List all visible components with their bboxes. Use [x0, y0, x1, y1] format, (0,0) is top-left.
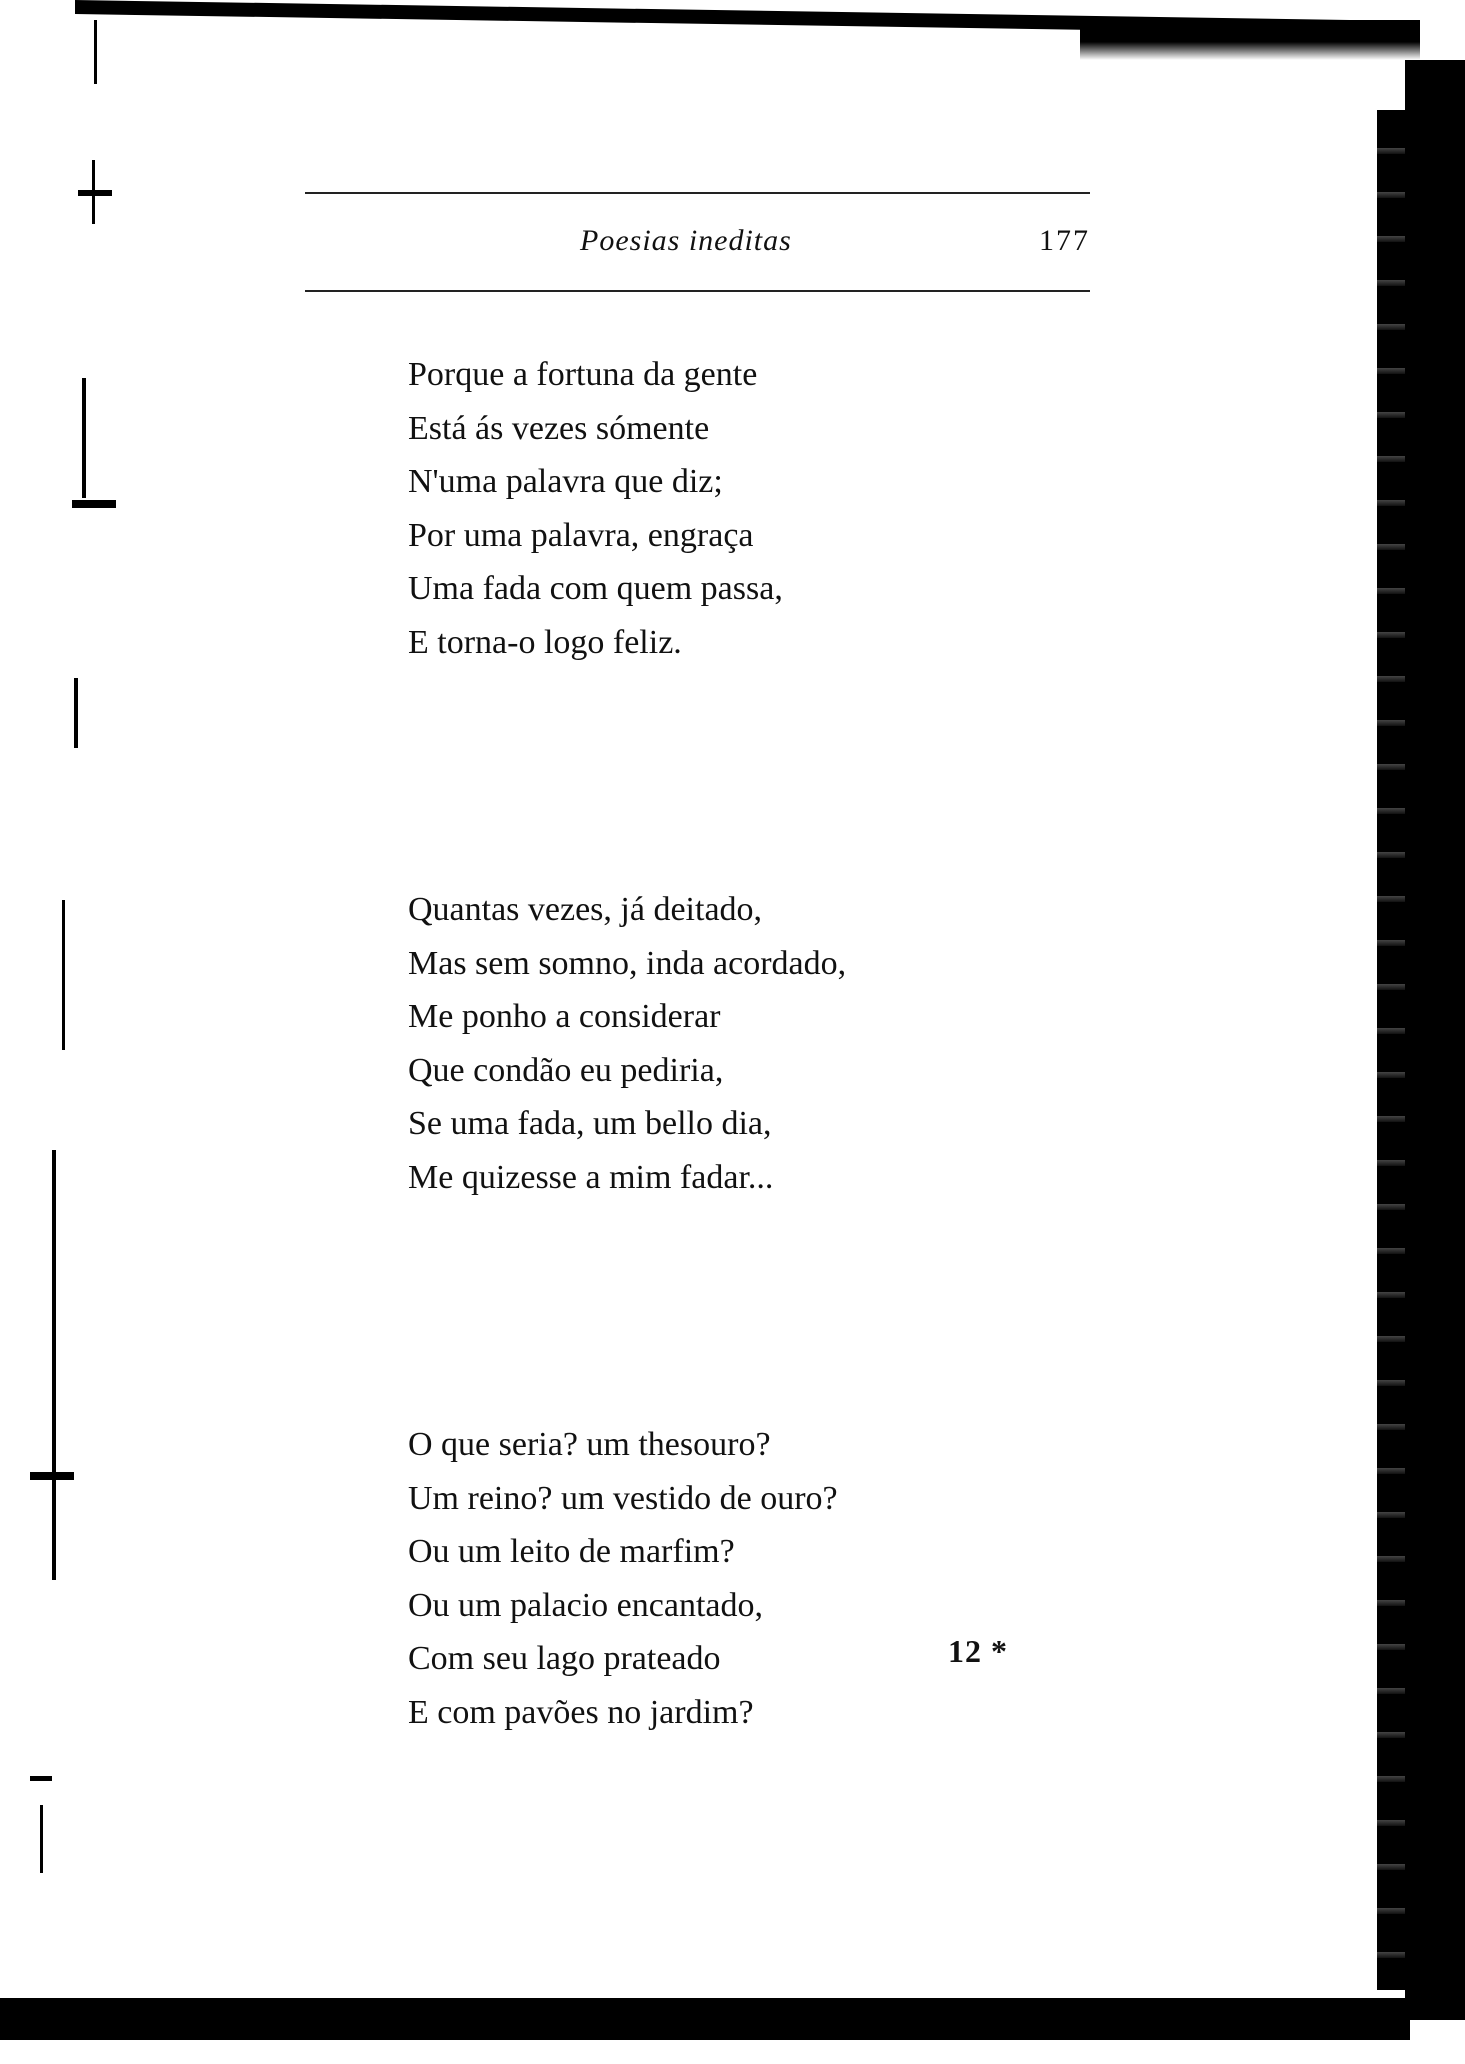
left-margin-mark — [78, 190, 112, 196]
stanza-3 — [408, 1418, 1048, 1739]
verse-line: Ou um palacio encantado, — [408, 1586, 763, 1624]
scan-bottom-gap — [0, 2040, 1465, 2064]
left-margin-mark — [82, 378, 86, 498]
left-margin-mark — [52, 1150, 56, 1580]
verse-line: Se uma fada, um bello dia, — [408, 1105, 772, 1142]
verse-line: Me quizesse a mim fadar... — [408, 1158, 774, 1196]
running-head — [305, 192, 1090, 292]
verse-line: E torna-o logo feliz. — [408, 623, 682, 661]
verse-line: Quantas vezes, já deitado, — [408, 891, 763, 928]
scan-bottom-border — [0, 1998, 1410, 2040]
left-margin-mark — [62, 900, 65, 1050]
header-top-rule — [305, 192, 1090, 194]
left-margin-mark — [40, 1805, 43, 1873]
verse-line: Está ás vezes sómente — [408, 409, 710, 447]
running-title: Poesias ineditas — [580, 224, 792, 257]
verse-line: Uma fada com quem passa, — [408, 570, 783, 607]
scan-right-border — [1405, 60, 1465, 2020]
verse-line: Me ponho a considerar — [408, 998, 721, 1035]
verse-line: Que condão eu pediria, — [408, 1051, 724, 1089]
left-margin-mark — [30, 1472, 74, 1480]
verse-line: N'uma palavra que diz; — [408, 463, 723, 500]
verse-line: Mas sem somno, inda acordado, — [408, 944, 847, 982]
header-bottom-rule — [305, 290, 1090, 292]
scan-right-edge — [1377, 110, 1405, 1990]
scan-top-right-shadow — [1080, 20, 1420, 60]
page-number: 177 — [1039, 224, 1090, 257]
signature-mark: 12 * — [948, 1633, 1008, 1669]
verse-line: E com pavões no jardim? — [408, 1693, 754, 1731]
stanza-1 — [408, 348, 1048, 669]
verse-line: Ou um leito de marfim? — [408, 1533, 735, 1570]
verse-line: Por uma palavra, engraça — [408, 516, 754, 554]
left-margin-mark — [94, 20, 97, 84]
stanza-2 — [408, 883, 1048, 1204]
left-margin-mark — [30, 1776, 52, 1781]
verse-line: Com seu lago prateado — [408, 1640, 721, 1677]
verse-line: Porque a fortuna da gente — [408, 356, 758, 393]
left-margin-mark — [72, 500, 116, 508]
verse-line: Um reino? um vestido de ouro? — [408, 1479, 838, 1517]
left-margin-mark — [74, 678, 78, 748]
verse-line: O que seria? um thesouro? — [408, 1426, 771, 1463]
poem — [408, 348, 1048, 1739]
